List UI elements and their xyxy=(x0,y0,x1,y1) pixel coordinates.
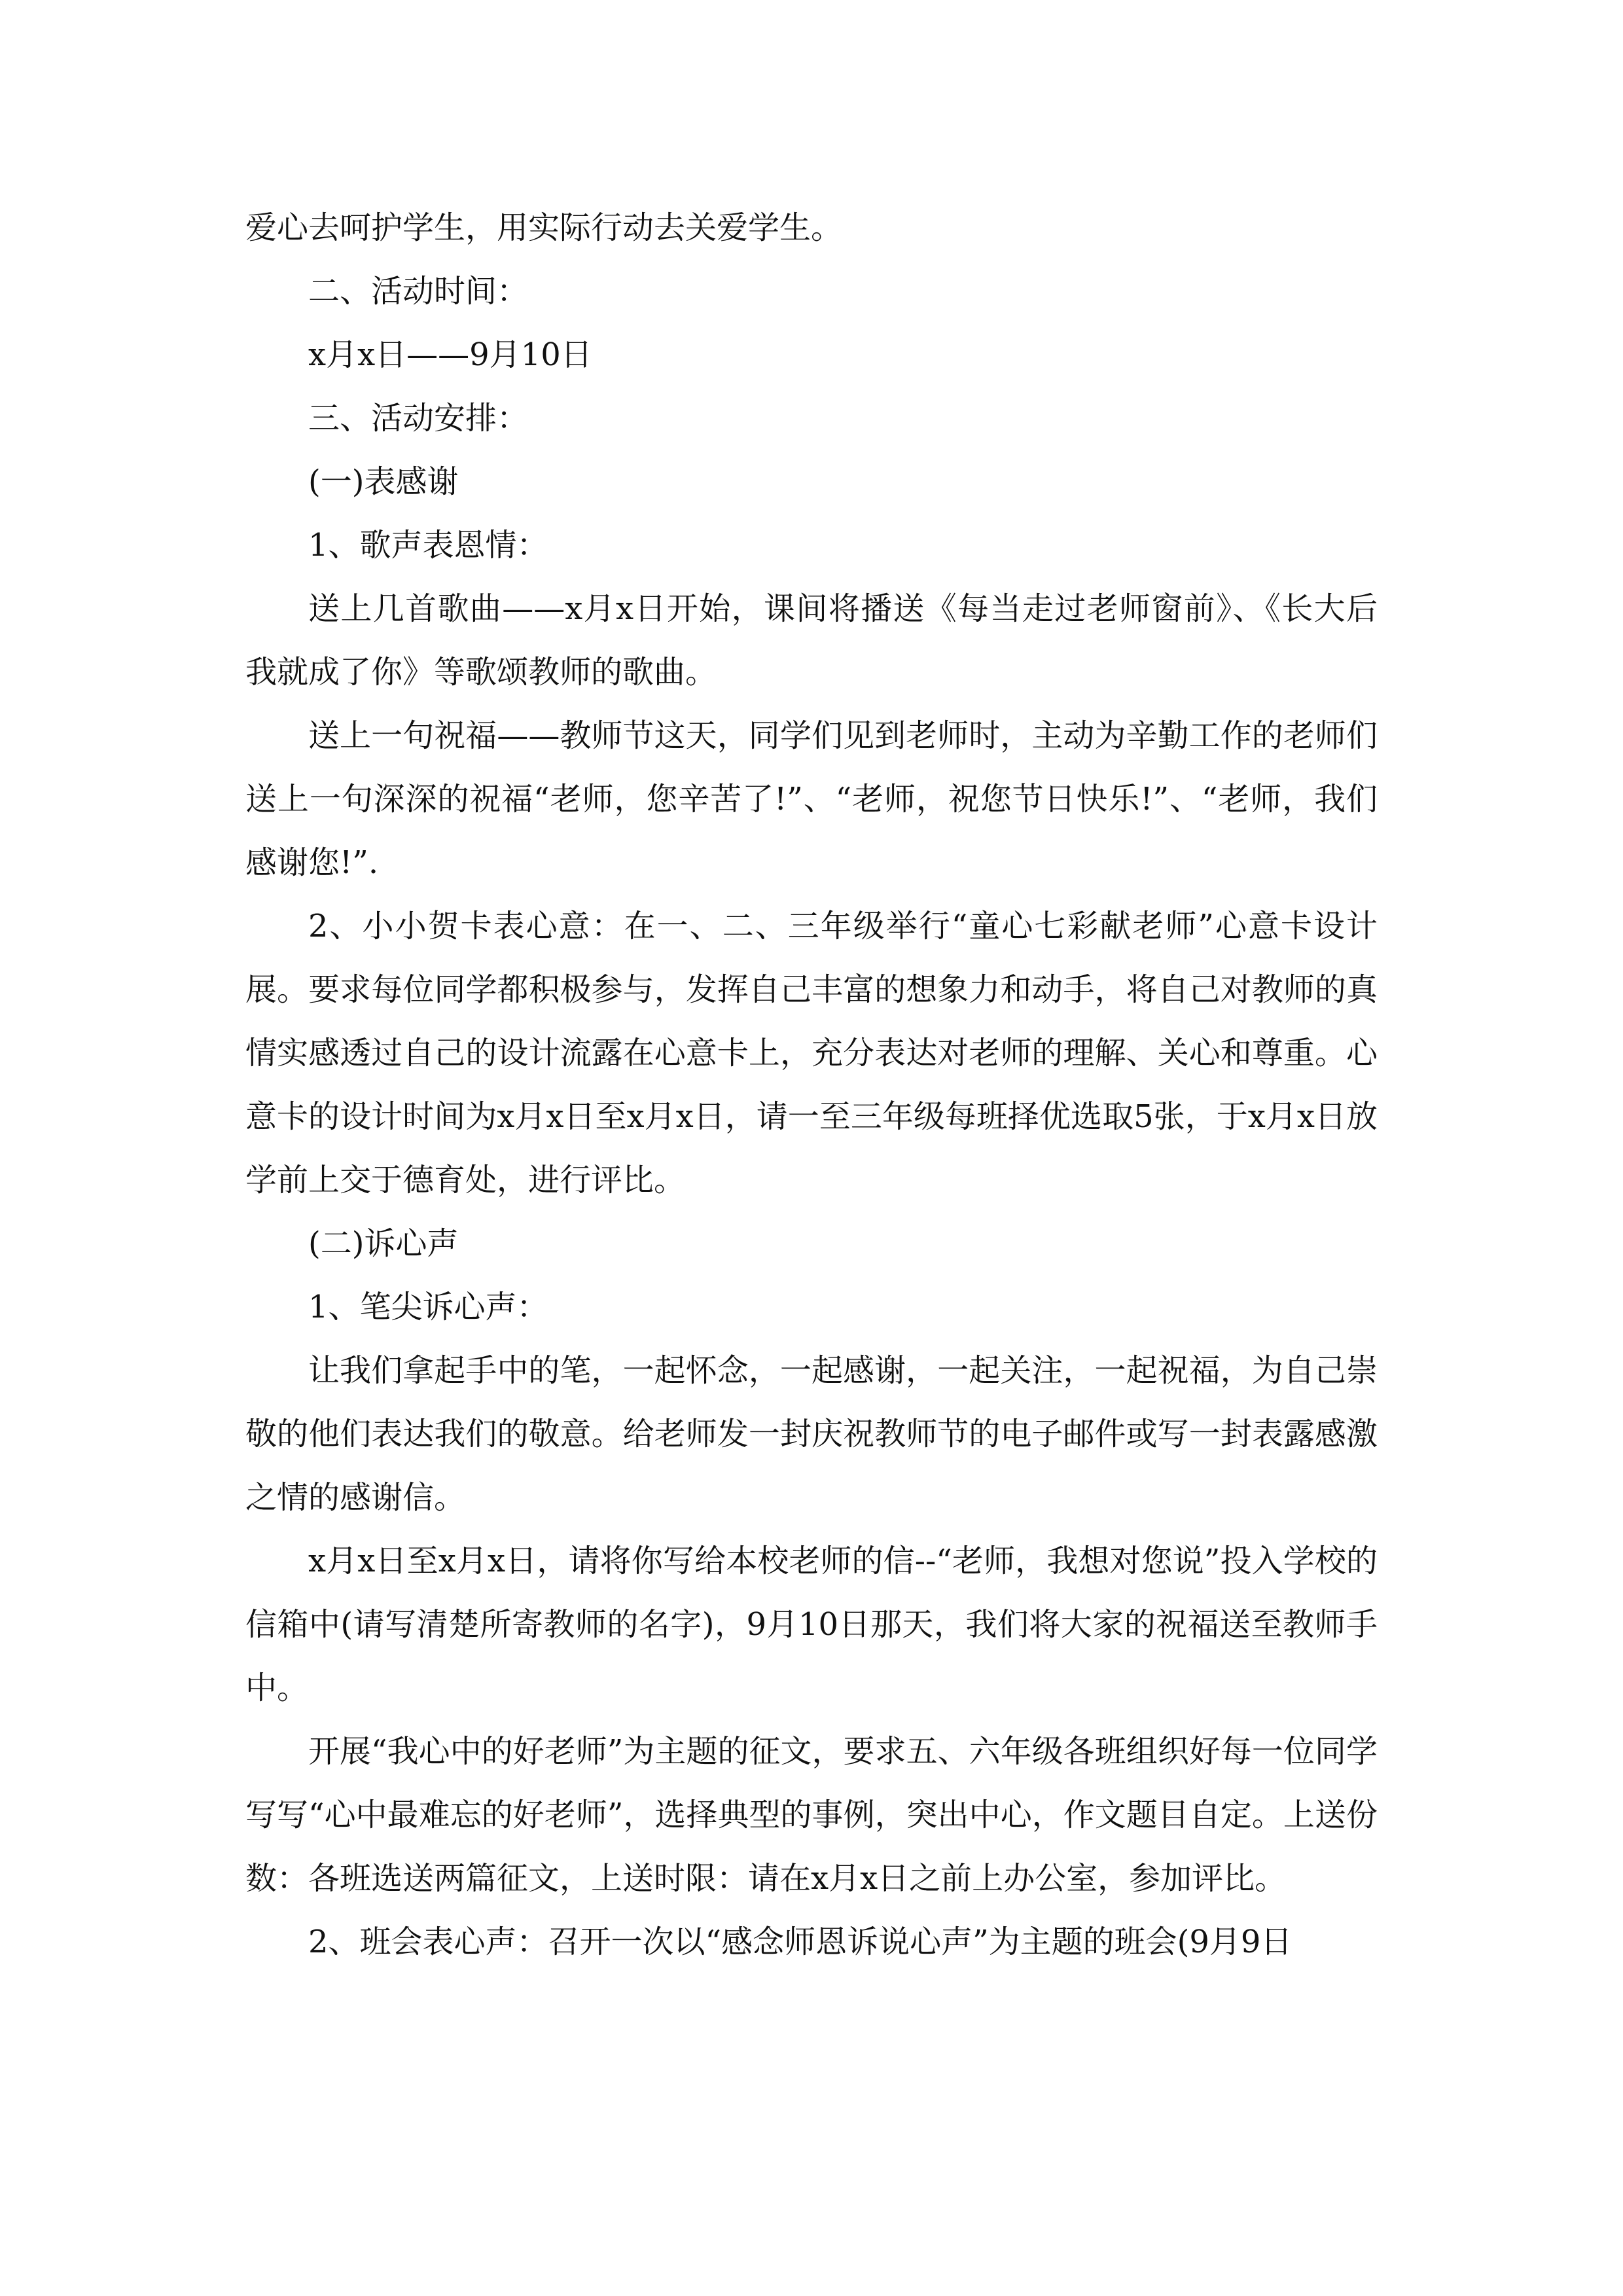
item-heading: 1、笔尖诉心声： xyxy=(308,1289,548,1325)
paragraph: 2、班会表心声：召开一次以“感念师恩诉说心声”为主题的班会(9月9日 xyxy=(308,1924,1293,1960)
paragraph: 爱心去呵护学生，用实际行动去关爱学生。 xyxy=(245,209,843,246)
section-heading: 二、活动时间： xyxy=(308,273,529,310)
subsection-heading: (一)表感谢 xyxy=(308,463,459,500)
paragraph: 送上一句祝福——教师节这天，同学们见到老师时，主动为辛勤工作的老师们送上一句深深的祝福“老师，您辛苦了!”、“老师，祝您节日快乐!”、“老师，我们感谢您!”. xyxy=(245,717,1378,881)
paragraph: 开展“我心中的好老师”为主题的征文，要求五、六年级各班组织好每一位同学写写“心中最难忘的好老师”，选择典型的事例，突出中心，作文题目自定。上送份数：各班选送两篇征文，上送时限：请在x月x日之前上办公室，参加评比。 xyxy=(245,1733,1378,1897)
item-heading: 1、歌声表恩情： xyxy=(308,527,548,564)
paragraph: x月x日——9月10日 xyxy=(308,336,592,373)
paragraph: 2、小小贺卡表心意：在一、二、三年级举行“童心七彩献老师”心意卡设计展。要求每位同学都积极参与，发挥自己丰富的想象力和动手，将自己对教师的真情实感透过自己的设计流露在心意卡上，充分表达对老师的理解、关心和尊重。心意卡的设计时间为x月x日至x月x日，请一至三年级每班择优选取5张，于x月x日放学前上交于德育处，进行评比。 xyxy=(245,908,1378,1198)
subsection-heading: (二)诉心声 xyxy=(308,1225,459,1262)
paragraph: 送上几首歌曲——x月x日开始，课间将播送《每当走过老师窗前》、《长大后我就成了你》等歌颂教师的歌曲。 xyxy=(245,590,1378,691)
section-heading: 三、活动安排： xyxy=(308,400,529,437)
paragraph: x月x日至x月x日，请将你写给本校老师的信--“老师，我想对您说”投入学校的信箱中(请写清楚所寄教师的名字)，9月10日那天，我们将大家的祝福送至教师手中。 xyxy=(245,1543,1378,1706)
paragraph: 让我们拿起手中的笔，一起怀念，一起感谢，一起关注，一起祝福，为自己崇敬的他们表达我们的敬意。给老师发一封庆祝教师节的电子邮件或写一封表露感激之情的感谢信。 xyxy=(245,1352,1378,1516)
document-body xyxy=(245,196,1378,1974)
